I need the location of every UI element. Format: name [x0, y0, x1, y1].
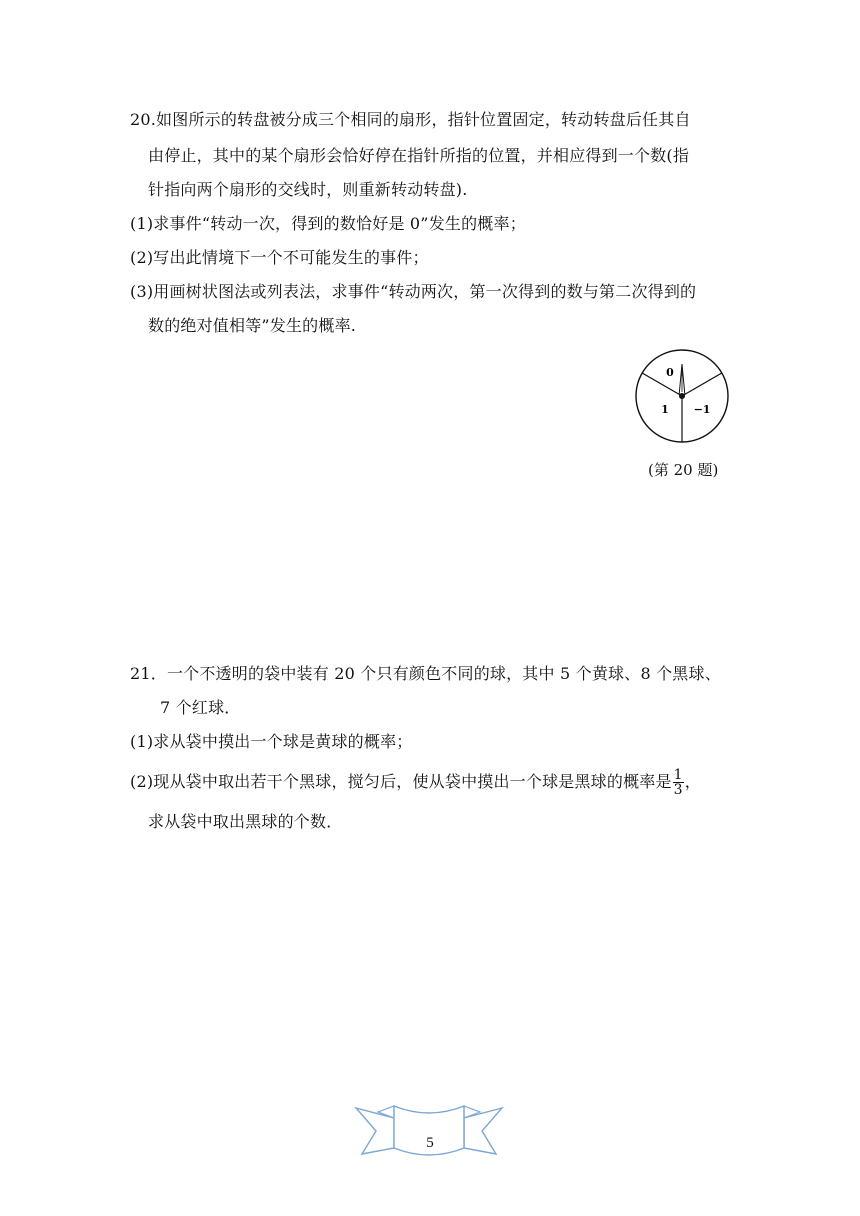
q21-part-2-line-1 [130, 766, 701, 798]
q21-stem-line-1: 21．一个不透明的袋中装有 20 个只有颜色不同的球，其中 5 个黄球、8 个黑球、 [130, 664, 721, 683]
page-number: 5 [426, 1135, 434, 1151]
sector-label-top: 0 [666, 366, 674, 379]
q20-stem-line-2: 由停止，其中的某个扇形会恰好停在指针所指的位置，并相应得到一个数(指 [148, 146, 690, 165]
q20-part-2: (2)写出此情境下一个不可能发生的事件； [130, 248, 429, 267]
q20-part-3-line-1: (3)用画树状图法或列表法，求事件“转动两次，第一次得到的数与第二次得到的 [130, 282, 697, 301]
q20-part-1: (1)求事件“转动一次，得到的数恰好是 0”发生的概率； [130, 214, 526, 233]
pointer-pivot-icon [679, 393, 685, 399]
q21-part-2-line-2: 求从袋中取出黑球的个数． [148, 812, 343, 831]
q20-stem-line-1: 20.如图所示的转盘被分成三个相同的扇形，指针位置固定，转动转盘后任其自 [130, 110, 691, 129]
spinner-figure [632, 348, 732, 448]
q21-stem-line-2: 7 个红球． [160, 698, 241, 717]
fraction-numerator: 1 [673, 767, 683, 783]
fraction-denominator: 3 [673, 782, 683, 798]
sector-label-left: 1 [661, 403, 669, 416]
q21-part-2-text: (2)现从袋中取出若干个黑球，搅匀后，使从袋中摸出一个球是黑球的概率是 [130, 772, 672, 791]
q20-stem-line-3: 针指向两个扇形的交线时，则重新转动转盘). [148, 180, 468, 199]
figure-caption: (第 20 题) [648, 461, 719, 479]
q20-part-3-line-2: 数的绝对值相等”发生的概率. [148, 316, 357, 335]
fraction-one-third [673, 768, 684, 797]
q21-part-1: (1)求从袋中摸出一个球是黄球的概率； [130, 732, 413, 751]
q21-part-2-comma: ， [684, 772, 701, 791]
sector-label-right: −1 [693, 403, 711, 416]
